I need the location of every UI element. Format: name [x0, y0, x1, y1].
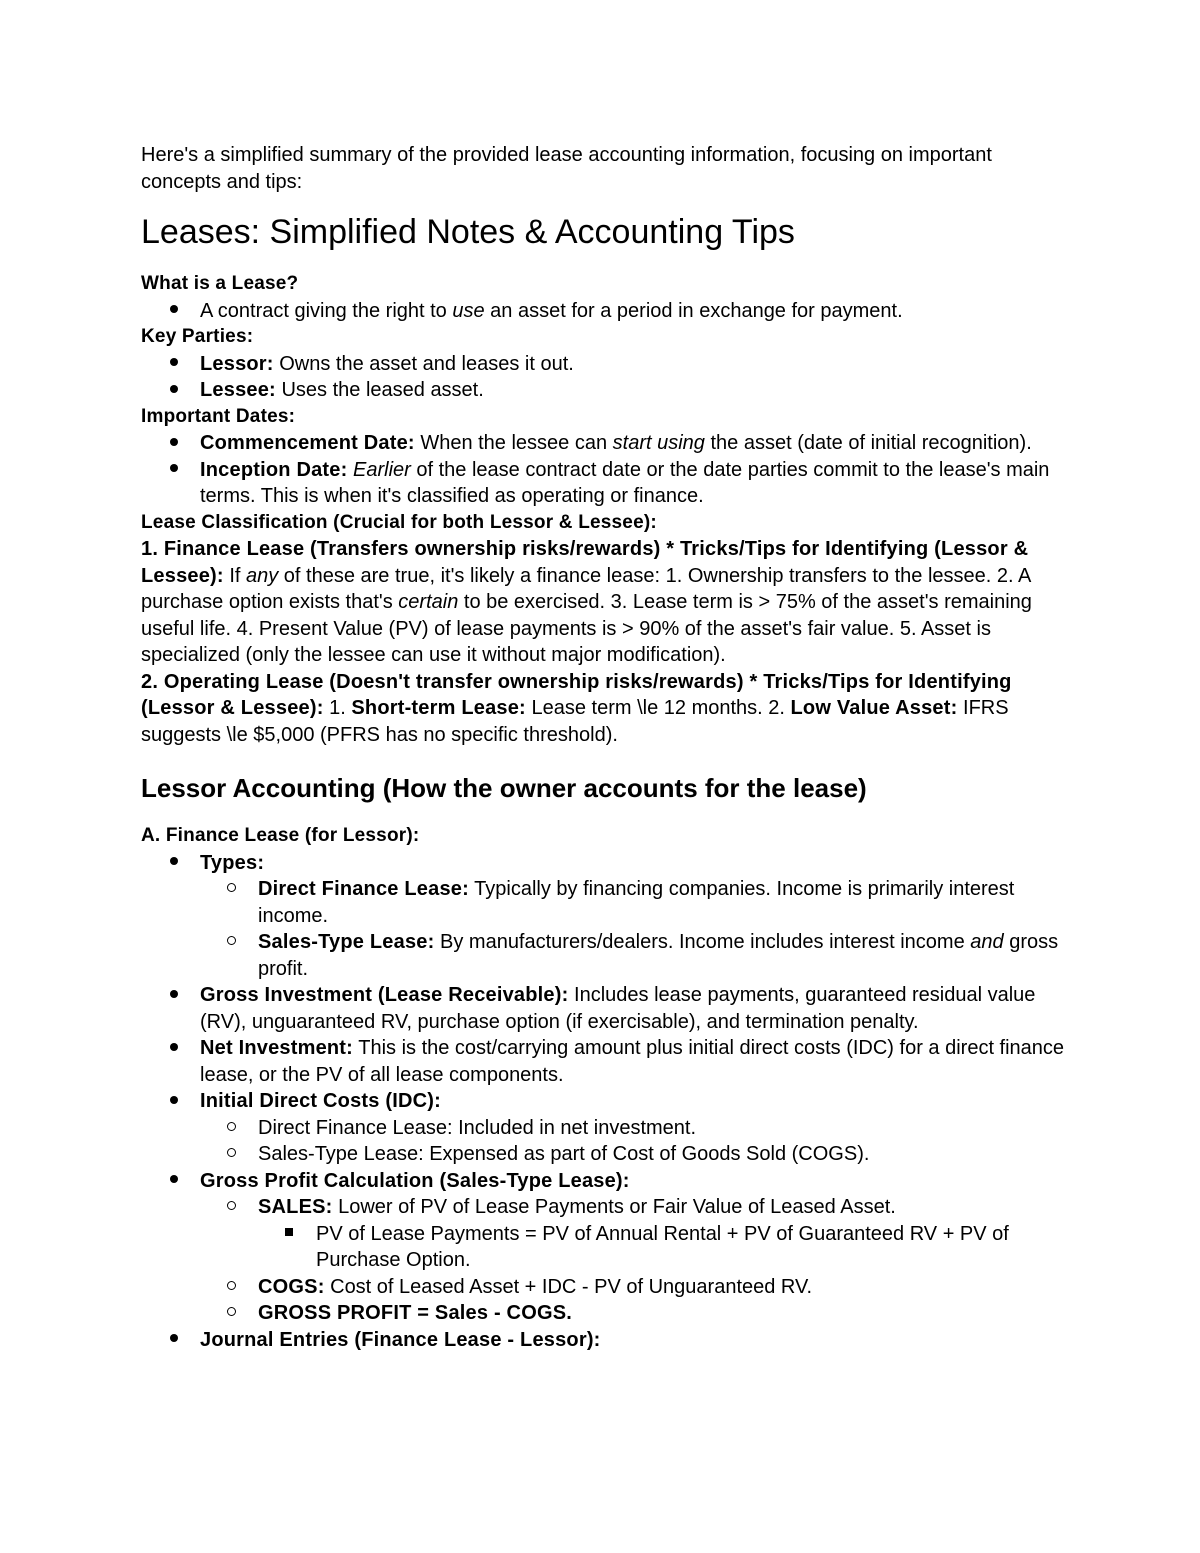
idc-sublist — [200, 1115, 1066, 1168]
circle-bullet-icon — [216, 1274, 246, 1301]
document-title: Leases: Simplified Notes & Accounting Tips — [141, 213, 795, 251]
key-parties-heading: Key Parties: — [141, 326, 254, 347]
list-item: Initial Direct Costs (IDC): Direct Finance Lease: Included in net investment. Sales-Type Lease: Expensed as part of Cost of Goods Sold (COGS). — [141, 1088, 1066, 1168]
circle-bullet-icon — [216, 1300, 246, 1327]
bullet-icon — [159, 1088, 189, 1115]
circle-bullet-icon — [216, 929, 246, 956]
list-item: Inception Date: Earlier of the lease contract date or the date parties commit to the lease's main terms. This is when it's classified as operating or finance. — [141, 457, 1066, 510]
bullet-icon — [159, 1035, 189, 1062]
intro-paragraph: Here's a simplified summary of the provided lease accounting information, focusing on important concepts and tips: — [141, 144, 992, 193]
important-dates-heading: Important Dates: — [141, 405, 296, 427]
list-item: Lessor: Owns the asset and leases it out. — [141, 351, 1066, 378]
gross-profit-sublist — [200, 1194, 1066, 1327]
what-is-lease-heading: What is a Lease? — [141, 273, 299, 294]
finance-lease-lessor-list — [141, 850, 1066, 1354]
list-item: A contract giving the right to use an asset for a period in exchange for payment. — [141, 298, 1066, 325]
square-bullet-icon — [274, 1221, 304, 1248]
list-item: Gross Profit Calculation (Sales-Type Lease): SALES: Lower of PV of Lease Payments or Fair Value of Leased Asset. PV of Lease Payments = PV of Annual Rental + PV of Guaranteed RV + PV of Purchase Option. COGS: Cost of Leased Asset + IDC - PV of Unguaranteed RV. GROSS PROFIT = Sales - COGS. — [141, 1168, 1066, 1327]
list-item: COGS: Cost of Leased Asset + IDC - PV of Unguaranteed RV. — [200, 1274, 1066, 1301]
list-item: SALES: Lower of PV of Lease Payments or Fair Value of Leased Asset. PV of Lease Payments = PV of Annual Rental + PV of Guaranteed RV + PV of Purchase Option. — [200, 1194, 1066, 1274]
operating-lease-paragraph: 2. Operating Lease (Doesn't transfer ownership risks/rewards) * Tricks/Tips for Identifying (Lessor & Lessee): 1. Short-term Lease: Lease term \le 12 months. 2. Low Value Asset: IFRS suggests \le $5,000 (PFRS has no specific threshold). — [141, 670, 1012, 746]
finance-lease-paragraph: 1. Finance Lease (Transfers ownership risks/rewards) * Tricks/Tips for Identifying (Lessor & Lessee): If any of these are true, it's likely a finance lease: 1. Ownership transfers to the lessee. 2. A purchase option exists that's certain to be exercised. 3. Lease term is > 75% of the asset's remaining useful life. 4. Present Value (PV) of lease payments is > 90% of the asset's fair value. 5. Asset is specialized (only the lessee can use it without major modification). — [141, 538, 1032, 666]
key-parties-list — [141, 351, 1066, 404]
bullet-icon — [159, 850, 189, 877]
bullet-icon — [159, 457, 189, 484]
lessor-accounting-title: Lessor Accounting (How the owner accounts for the lease) — [141, 773, 867, 803]
important-dates-list — [141, 430, 1066, 510]
list-item: Sales-Type Lease: Expensed as part of Cost of Goods Sold (COGS). — [200, 1141, 1066, 1168]
list-item: Direct Finance Lease: Typically by financing companies. Income is primarily interest income. — [200, 876, 1066, 929]
list-item: Types: Direct Finance Lease: Typically by financing companies. Income is primarily interest income. Sales-Type Lease: By manufacturers/dealers. Income includes interest income and gross profit. — [141, 850, 1066, 983]
bullet-icon — [159, 377, 189, 404]
finance-lease-lessor-heading: A. Finance Lease (for Lessor): — [141, 825, 420, 846]
bullet-icon — [159, 1327, 189, 1354]
list-item: Net Investment: This is the cost/carrying amount plus initial direct costs (IDC) for a direct finance lease, or the PV of all lease components. — [141, 1035, 1066, 1088]
list-item: Sales-Type Lease: By manufacturers/dealers. Income includes interest income and gross profit. — [200, 929, 1066, 982]
circle-bullet-icon — [216, 1141, 246, 1168]
list-item: Journal Entries (Finance Lease - Lessor): — [141, 1327, 1066, 1354]
bullet-icon — [159, 298, 189, 325]
circle-bullet-icon — [216, 1194, 246, 1221]
document-content — [141, 142, 1066, 1353]
list-item: Commencement Date: When the lessee can start using the asset (date of initial recognition). — [141, 430, 1066, 457]
bullet-icon — [159, 351, 189, 378]
list-item: PV of Lease Payments = PV of Annual Rental + PV of Guaranteed RV + PV of Purchase Option. — [258, 1221, 1066, 1274]
what-is-lease-list — [141, 298, 1066, 325]
list-item: Lessee: Uses the leased asset. — [141, 377, 1066, 404]
circle-bullet-icon — [216, 1115, 246, 1142]
bullet-icon — [159, 1168, 189, 1195]
types-sublist — [200, 876, 1066, 982]
list-item: Direct Finance Lease: Included in net investment. — [200, 1115, 1066, 1142]
circle-bullet-icon — [216, 876, 246, 903]
sales-sublist — [258, 1221, 1066, 1274]
list-item: GROSS PROFIT = Sales - COGS. — [200, 1300, 1066, 1327]
list-item: Gross Investment (Lease Receivable): Includes lease payments, guaranteed residual value (RV), unguaranteed RV, purchase option (if exercisable), and termination penalty. — [141, 982, 1066, 1035]
classification-heading: Lease Classification (Crucial for both Lessor & Lessee): — [141, 511, 657, 533]
bullet-icon — [159, 430, 189, 457]
bullet-icon — [159, 982, 189, 1009]
